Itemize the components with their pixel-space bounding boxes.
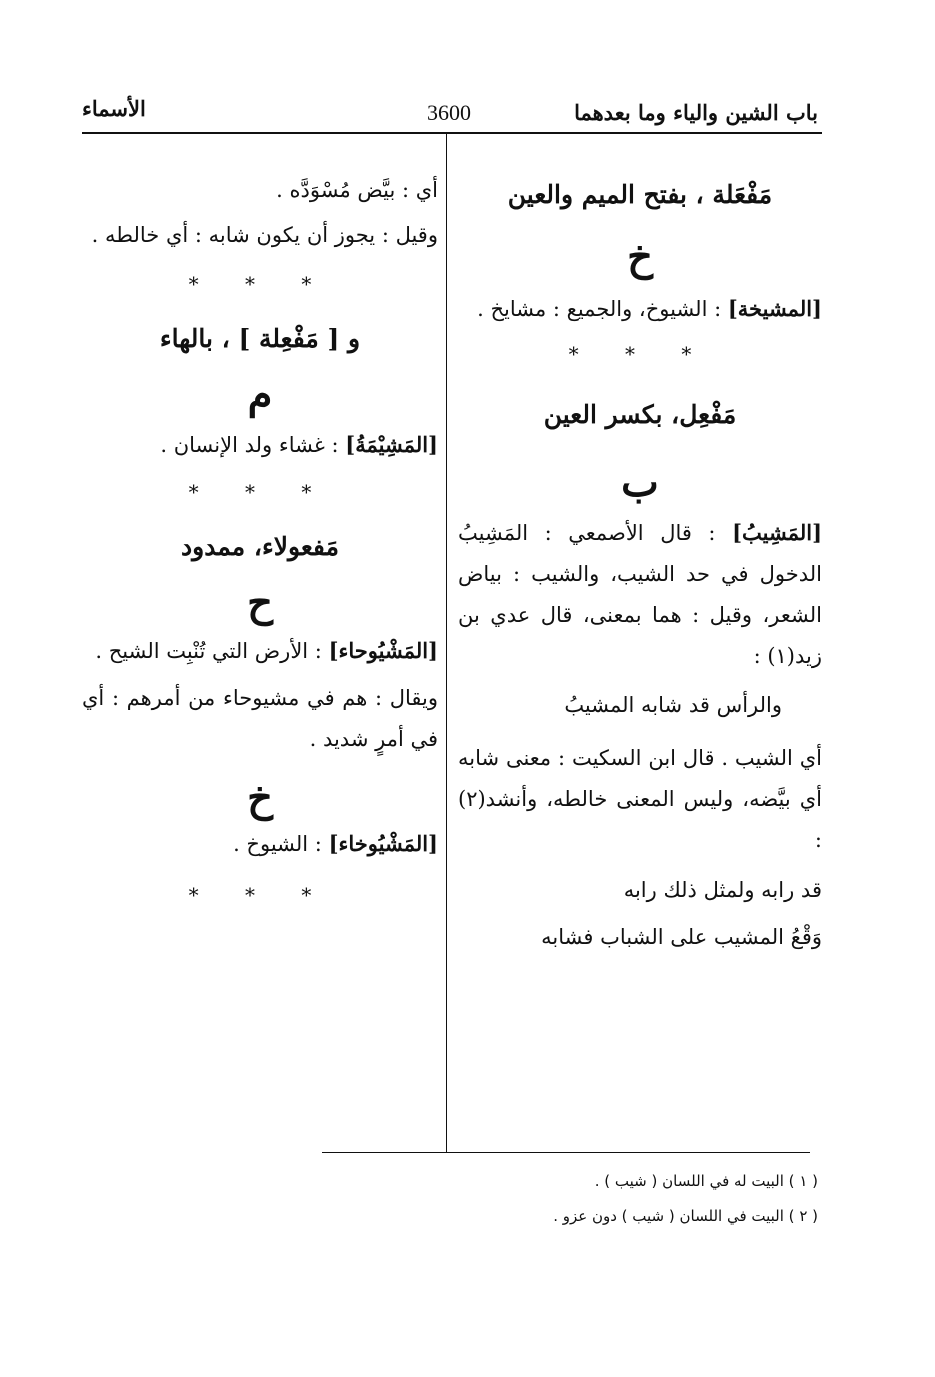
entry xyxy=(458,513,822,677)
section-title: مَفعولاء، ممدود xyxy=(181,531,339,561)
entry-headword: [المشيخة] xyxy=(727,296,822,321)
chapter-heading: باب الشين والياء وما بعدهما xyxy=(574,100,818,125)
entry xyxy=(82,425,438,466)
entry-text: : الشيوخ، والجميع : مشايخ . xyxy=(477,297,722,321)
entry: ويقال : هم في مشيوحاء من أمرهم : أي في أمرٍ شديد . xyxy=(82,685,438,751)
footnote: ( ٢ ) البيت في اللسان ( شيب ) دون عزو . xyxy=(553,1207,818,1225)
root-letter: ح xyxy=(247,578,273,626)
section-separator: * * * xyxy=(568,341,712,366)
entry-headword: [المَشْيُوخاء] xyxy=(328,830,438,856)
section-heading: الأسماء xyxy=(82,96,146,121)
footnote-divider xyxy=(322,1152,810,1153)
left-column xyxy=(82,170,438,907)
entry-headword: [المَشْيُوحاء] xyxy=(328,637,438,663)
section-separator: * * * xyxy=(188,271,332,296)
right-column xyxy=(458,170,822,958)
column-divider xyxy=(446,134,447,1152)
section-separator: * * * xyxy=(188,479,332,504)
entry-text: : الأرض التي تُنْبِت الشيح . xyxy=(95,638,322,663)
footnote: ( ١ ) البيت له في اللسان ( شيب ) . xyxy=(594,1172,818,1190)
verse-line: والرأس قد شابه المشيبُ xyxy=(564,692,782,717)
entry-headword: [المَشِيْمَةُ] xyxy=(345,431,438,457)
verse-line: وَقْعُ المشيب على الشباب فشابه xyxy=(541,925,822,950)
entry xyxy=(82,824,438,865)
entry-headword: [المَشِيبُ] xyxy=(732,519,822,545)
page-number: 3600 xyxy=(427,100,471,125)
entry: وقيل : يجوز أن يكون شابه : أي خالطه . xyxy=(91,222,438,247)
section-title: مَفْعِل، بكسر العين xyxy=(543,399,737,429)
section-separator: * * * xyxy=(188,882,332,907)
root-letter: خ xyxy=(627,233,653,280)
root-letter: م xyxy=(247,370,273,418)
section-title: مَفْعَلة ، بفتح الميم والعين xyxy=(507,180,773,209)
section-title: و [ مَفْعِلة ] ، بالهاء xyxy=(159,323,361,353)
entry xyxy=(458,289,822,330)
entry xyxy=(82,631,438,672)
root-letter: ب xyxy=(621,458,659,506)
header-divider xyxy=(82,132,822,134)
entry-text: : الشيوخ . xyxy=(233,831,322,856)
entry: أي الشيب . قال ابن السكيت : معنى شابه أي بيَّضه، وليس المعنى خالطه، وأنشد(٢) : xyxy=(458,745,822,852)
verse-line: قد رابه ولمثل ذلك رابه xyxy=(623,878,822,903)
entry-text: : قال الأصمعي : المَشِيبُ الدخول في حد الشيب، والشيب : بياض الشعر، وقيل : هما بمعنى، قال عدي بن زيد(١) : xyxy=(458,520,822,668)
root-letter: خ xyxy=(247,773,273,821)
entry-continuation: أي : بيَّض مُسْوَدَّه . xyxy=(276,178,438,202)
entry-text: : غشاء ولد الإنسان . xyxy=(160,432,339,457)
